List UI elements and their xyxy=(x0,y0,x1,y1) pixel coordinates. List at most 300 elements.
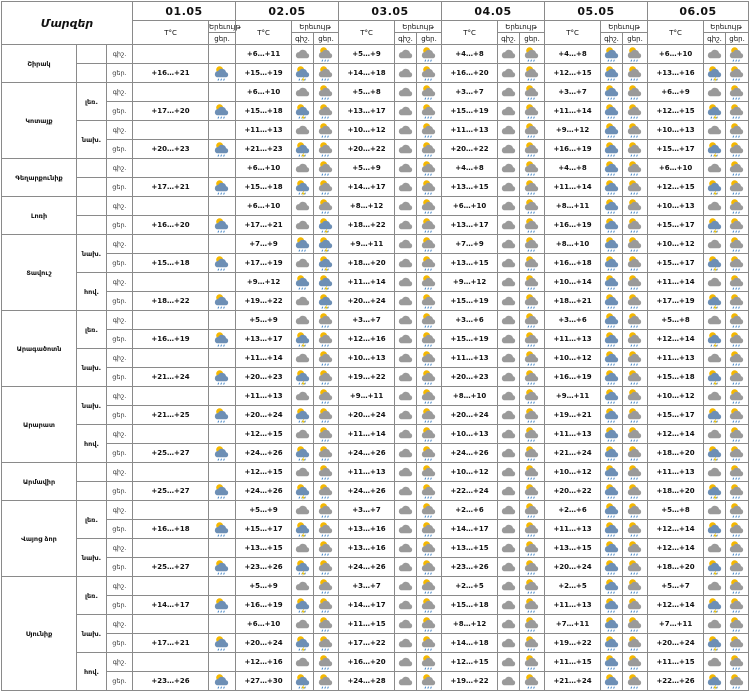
cloudy-icon xyxy=(395,444,417,463)
temp-range: +14…+17 xyxy=(339,178,395,197)
temp-range: +12…+14 xyxy=(648,539,704,558)
cloudy-icon xyxy=(395,463,417,482)
temp-range xyxy=(133,159,209,178)
temp-range: +25…+27 xyxy=(133,444,209,463)
storm-icon xyxy=(292,634,314,653)
temp-range xyxy=(133,387,209,406)
temp-range: +20…+24 xyxy=(442,406,498,425)
rain-icon xyxy=(623,330,648,349)
temp-range: +15…+18 xyxy=(648,368,704,387)
time-of-day: ցեր. xyxy=(107,178,133,197)
time-of-day: ցեր. xyxy=(107,254,133,273)
temp-range: +11…+13 xyxy=(545,596,601,615)
cloudy-icon xyxy=(395,520,417,539)
terrain-zone xyxy=(77,45,107,64)
temp-range: +20…+24 xyxy=(339,406,395,425)
temp-range: +5…+9 xyxy=(236,311,292,330)
temp-header: T°C xyxy=(442,21,498,45)
cloudy-icon xyxy=(704,83,726,102)
sunrain-icon xyxy=(601,273,623,292)
sunrain-icon xyxy=(601,615,623,634)
rain-icon xyxy=(623,634,648,653)
empty-icon xyxy=(209,501,236,520)
rain-icon xyxy=(726,520,749,539)
time-of-day: գիշ. xyxy=(107,159,133,178)
rain-icon xyxy=(314,501,339,520)
temp-range: +12…+16 xyxy=(339,330,395,349)
cloudy-icon xyxy=(395,102,417,121)
rain-icon xyxy=(314,463,339,482)
rain-icon xyxy=(417,653,442,672)
rain-icon xyxy=(623,615,648,634)
temp-range xyxy=(133,45,209,64)
rain-icon xyxy=(520,83,545,102)
temp-range: +18…+20 xyxy=(339,254,395,273)
temp-range: +6…+10 xyxy=(648,159,704,178)
temp-range: +3…+6 xyxy=(442,311,498,330)
forecast-row xyxy=(2,197,749,216)
storm-icon xyxy=(704,102,726,121)
temp-range: +24…+26 xyxy=(339,482,395,501)
rain-icon xyxy=(417,615,442,634)
temp-range: +16…+19 xyxy=(545,216,601,235)
temp-range: +11…+13 xyxy=(236,387,292,406)
date-header: 06.05 xyxy=(648,2,749,21)
rain-icon xyxy=(520,311,545,330)
rain-icon xyxy=(417,45,442,64)
temp-range: +14…+17 xyxy=(339,596,395,615)
rain-icon xyxy=(726,501,749,520)
time-of-day: գիշ. xyxy=(107,539,133,558)
cloudy-icon xyxy=(395,178,417,197)
storm-icon xyxy=(704,634,726,653)
rain-icon xyxy=(417,64,442,83)
forecast-row xyxy=(2,121,749,140)
temp-range: +15…+19 xyxy=(442,292,498,311)
forecast-row xyxy=(2,330,749,349)
temp-range: +24…+26 xyxy=(236,482,292,501)
storm-icon xyxy=(292,596,314,615)
forecast-body xyxy=(2,45,749,691)
cloudy-icon xyxy=(704,45,726,64)
rain-icon xyxy=(417,520,442,539)
rain-icon xyxy=(623,178,648,197)
region-name: Կոտայք xyxy=(2,83,77,159)
temp-range: +27…+30 xyxy=(236,672,292,691)
phenomenon-subheader: ցեր. xyxy=(314,33,339,45)
time-of-day: գիշ. xyxy=(107,349,133,368)
rain-icon xyxy=(314,653,339,672)
cloudy-icon xyxy=(292,387,314,406)
sunrain-icon xyxy=(209,672,236,691)
cloudy-icon xyxy=(395,273,417,292)
rain-icon xyxy=(520,121,545,140)
forecast-row xyxy=(2,539,749,558)
temp-range xyxy=(133,501,209,520)
sunrain-icon xyxy=(209,634,236,653)
cloudy-icon xyxy=(292,45,314,64)
temp-range: +20…+23 xyxy=(133,140,209,159)
temp-range: +5…+9 xyxy=(339,45,395,64)
temp-range xyxy=(133,577,209,596)
storm-icon xyxy=(292,330,314,349)
cloudy-icon xyxy=(498,102,520,121)
rain-icon xyxy=(623,197,648,216)
forecast-row xyxy=(2,216,749,235)
phenomenon-subheader: ցեր. xyxy=(623,33,648,45)
rain-icon xyxy=(623,444,648,463)
forecast-row xyxy=(2,425,749,444)
temp-range: +21…+23 xyxy=(236,140,292,159)
forecast-row xyxy=(2,349,749,368)
cloudy-icon xyxy=(498,235,520,254)
time-of-day: ցեր. xyxy=(107,216,133,235)
storm-icon xyxy=(292,64,314,83)
temp-range: +7…+9 xyxy=(236,235,292,254)
cloudy-icon xyxy=(498,653,520,672)
phenomenon-subheader: գիշ. xyxy=(704,33,726,45)
sunrain-icon xyxy=(209,558,236,577)
forecast-row xyxy=(2,83,749,102)
forecast-row xyxy=(2,577,749,596)
temp-range: +18…+22 xyxy=(339,216,395,235)
rain-icon xyxy=(520,539,545,558)
rain-icon xyxy=(417,349,442,368)
rain-icon xyxy=(417,539,442,558)
rain-icon xyxy=(417,216,442,235)
forecast-row xyxy=(2,387,749,406)
temp-range: +16…+19 xyxy=(545,368,601,387)
rain-icon xyxy=(520,102,545,121)
cloudy-icon xyxy=(395,539,417,558)
storm-icon xyxy=(704,64,726,83)
temp-range: +8…+10 xyxy=(545,235,601,254)
phenomenon-subheader: գիշ. xyxy=(292,33,314,45)
time-of-day: ցեր. xyxy=(107,140,133,159)
terrain-zone xyxy=(77,197,107,216)
rain-icon xyxy=(726,577,749,596)
cloudy-icon xyxy=(395,216,417,235)
cloudy-icon xyxy=(395,159,417,178)
temp-range: +10…+13 xyxy=(648,121,704,140)
rain-icon xyxy=(623,216,648,235)
temp-range: +5…+7 xyxy=(648,577,704,596)
rain-icon xyxy=(520,444,545,463)
rain-icon xyxy=(314,45,339,64)
storm-icon xyxy=(292,520,314,539)
time-of-day: գիշ. xyxy=(107,615,133,634)
rain-icon xyxy=(417,425,442,444)
rain-icon xyxy=(314,159,339,178)
temp-range: +17…+20 xyxy=(133,102,209,121)
rain-icon xyxy=(623,349,648,368)
cloudy-icon xyxy=(292,463,314,482)
region-name: Վայոց ձոր xyxy=(2,501,77,577)
temp-range: +18…+20 xyxy=(648,482,704,501)
rain-icon xyxy=(726,273,749,292)
temp-range: +4…+8 xyxy=(545,45,601,64)
temp-header: T°C xyxy=(339,21,395,45)
rain-icon xyxy=(417,121,442,140)
rain-icon xyxy=(314,121,339,140)
temp-range xyxy=(133,463,209,482)
temp-range: +20…+24 xyxy=(545,558,601,577)
temp-range: +24…+26 xyxy=(236,444,292,463)
rain-icon xyxy=(520,64,545,83)
phenomenon-subheader: ցեր. xyxy=(209,33,236,45)
rain-icon xyxy=(726,406,749,425)
rain-icon xyxy=(417,178,442,197)
temp-range: +2…+6 xyxy=(545,501,601,520)
temp-range: +25…+27 xyxy=(133,558,209,577)
rain-icon xyxy=(417,406,442,425)
rain-icon xyxy=(623,45,648,64)
rain-icon xyxy=(726,235,749,254)
region-name: Արագածոտն xyxy=(2,311,77,387)
rain-icon xyxy=(726,121,749,140)
temp-range: +3…+7 xyxy=(442,83,498,102)
rain-icon xyxy=(314,520,339,539)
rain-icon xyxy=(520,235,545,254)
temp-range: +11…+14 xyxy=(339,425,395,444)
rain-icon xyxy=(314,368,339,387)
cloudy-icon xyxy=(498,539,520,558)
temp-range xyxy=(133,235,209,254)
temp-range: +9…+12 xyxy=(442,273,498,292)
temp-range: +8…+11 xyxy=(545,197,601,216)
sunrain-icon xyxy=(209,444,236,463)
region-name: Տավուշ xyxy=(2,235,77,311)
phenomenon-header: Երեւույթ xyxy=(498,21,545,33)
temp-range: +2…+5 xyxy=(442,577,498,596)
temp-range: +16…+18 xyxy=(133,520,209,539)
rain-icon xyxy=(726,653,749,672)
terrain-zone: նախ. xyxy=(77,121,107,159)
temp-range: +21…+25 xyxy=(133,406,209,425)
rain-icon xyxy=(726,444,749,463)
temp-range: +13…+16 xyxy=(648,64,704,83)
empty-icon xyxy=(209,539,236,558)
storm-icon xyxy=(314,235,339,254)
temp-range: +18…+22 xyxy=(133,292,209,311)
cloudy-icon xyxy=(498,64,520,83)
terrain-zone: հով. xyxy=(77,273,107,311)
temp-range: +11…+14 xyxy=(545,102,601,121)
sunrain-icon xyxy=(601,330,623,349)
temp-range: +20…+22 xyxy=(442,140,498,159)
storm-icon xyxy=(704,254,726,273)
rain-icon xyxy=(314,482,339,501)
phenomenon-header: Երեւույթ xyxy=(395,21,442,33)
cloudy-icon xyxy=(292,311,314,330)
rain-icon xyxy=(623,463,648,482)
sunrain-icon xyxy=(209,406,236,425)
rain-icon xyxy=(520,368,545,387)
cloudy-icon xyxy=(395,83,417,102)
temp-range: +11…+13 xyxy=(545,425,601,444)
rain-icon xyxy=(314,349,339,368)
rain-icon xyxy=(520,482,545,501)
rain-icon xyxy=(417,634,442,653)
cloudy-icon xyxy=(704,311,726,330)
forecast-row xyxy=(2,634,749,653)
sunrain-icon xyxy=(601,634,623,653)
cloudy-icon xyxy=(292,159,314,178)
rain-icon xyxy=(520,501,545,520)
temp-range: +12…+15 xyxy=(236,463,292,482)
temp-range xyxy=(133,653,209,672)
sunrain-icon xyxy=(601,368,623,387)
temp-range: +12…+14 xyxy=(648,330,704,349)
empty-icon xyxy=(209,235,236,254)
cloudy-icon xyxy=(395,368,417,387)
temp-range: +9…+11 xyxy=(339,387,395,406)
cloudy-icon xyxy=(292,121,314,140)
rain-icon xyxy=(726,140,749,159)
temp-range: +12…+15 xyxy=(648,102,704,121)
rain-icon xyxy=(417,463,442,482)
temp-range: +15…+18 xyxy=(236,102,292,121)
forecast-row xyxy=(2,45,749,64)
sunrain-icon xyxy=(601,596,623,615)
empty-icon xyxy=(209,197,236,216)
sunrain-icon xyxy=(209,596,236,615)
temp-range: +20…+22 xyxy=(339,140,395,159)
rain-icon xyxy=(417,311,442,330)
sunrain-icon xyxy=(209,216,236,235)
time-of-day: գիշ. xyxy=(107,121,133,140)
rain-icon xyxy=(726,387,749,406)
cloudy-icon xyxy=(395,482,417,501)
temp-range: +20…+24 xyxy=(648,634,704,653)
rain-icon xyxy=(726,197,749,216)
temp-range: +11…+14 xyxy=(545,178,601,197)
sunrain-icon xyxy=(601,292,623,311)
rain-icon xyxy=(623,406,648,425)
time-of-day: գիշ. xyxy=(107,45,133,64)
sunrain-icon xyxy=(601,653,623,672)
storm-icon xyxy=(704,520,726,539)
cloudy-icon xyxy=(704,615,726,634)
phenomenon-subheader: գիշ. xyxy=(498,33,520,45)
temp-range: +25…+27 xyxy=(133,482,209,501)
cloudy-icon xyxy=(498,463,520,482)
rain-icon xyxy=(417,159,442,178)
temp-range: +4…+8 xyxy=(545,159,601,178)
terrain-zone xyxy=(77,159,107,178)
rain-icon xyxy=(520,387,545,406)
rain-icon xyxy=(623,311,648,330)
time-of-day: ցեր. xyxy=(107,672,133,691)
temp-header: T°C xyxy=(545,21,601,45)
cloudy-icon xyxy=(395,121,417,140)
storm-icon xyxy=(292,672,314,691)
rain-icon xyxy=(520,349,545,368)
rain-icon xyxy=(726,292,749,311)
sunrain-icon xyxy=(209,292,236,311)
temp-range: +7…+9 xyxy=(442,235,498,254)
temp-range xyxy=(133,539,209,558)
rain-icon xyxy=(417,596,442,615)
temp-range: +13…+15 xyxy=(442,178,498,197)
temp-range: +10…+12 xyxy=(545,463,601,482)
rain-icon xyxy=(623,558,648,577)
rain-icon xyxy=(417,387,442,406)
cloudy-icon xyxy=(498,406,520,425)
temp-range: +11…+13 xyxy=(442,121,498,140)
storm-icon xyxy=(704,216,726,235)
rain-icon xyxy=(417,330,442,349)
rain-icon xyxy=(623,368,648,387)
time-of-day: ցեր. xyxy=(107,368,133,387)
cloudy-icon xyxy=(395,653,417,672)
cloudy-icon xyxy=(498,634,520,653)
time-of-day: ցեր. xyxy=(107,596,133,615)
rain-icon xyxy=(417,140,442,159)
sunrain-icon xyxy=(601,45,623,64)
temp-range: +16…+20 xyxy=(133,216,209,235)
temp-range: +13…+17 xyxy=(442,216,498,235)
rain-icon xyxy=(417,254,442,273)
sunrain-icon xyxy=(209,178,236,197)
temp-range: +15…+17 xyxy=(648,406,704,425)
rain-icon xyxy=(520,406,545,425)
rain-icon xyxy=(726,558,749,577)
cloudy-icon xyxy=(704,121,726,140)
temp-range: +16…+20 xyxy=(339,653,395,672)
rain-icon xyxy=(520,330,545,349)
cloudy-icon xyxy=(395,254,417,273)
temp-range: +6…+9 xyxy=(648,83,704,102)
rain-icon xyxy=(417,501,442,520)
terrain-zone: լեռ. xyxy=(77,577,107,615)
time-of-day: ցեր. xyxy=(107,634,133,653)
phenomenon-subheader: ցեր. xyxy=(726,33,749,45)
temp-range: +15…+18 xyxy=(236,178,292,197)
storm-icon xyxy=(292,482,314,501)
forecast-row xyxy=(2,463,749,482)
temp-range: +10…+12 xyxy=(339,121,395,140)
rain-icon xyxy=(314,615,339,634)
terrain-zone: նախ. xyxy=(77,349,107,387)
cloudy-icon xyxy=(704,235,726,254)
temp-range: +19…+22 xyxy=(442,672,498,691)
temp-range: +21…+24 xyxy=(545,672,601,691)
temp-range: +12…+15 xyxy=(442,653,498,672)
phenomenon-header: Երեւույթ xyxy=(292,21,339,33)
rain-icon xyxy=(314,64,339,83)
time-of-day: ցեր. xyxy=(107,102,133,121)
temp-range: +10…+12 xyxy=(648,387,704,406)
rain-icon xyxy=(726,615,749,634)
cloudy-icon xyxy=(395,197,417,216)
rain-icon xyxy=(520,159,545,178)
temp-range xyxy=(133,349,209,368)
rain-icon xyxy=(726,311,749,330)
terrain-zone xyxy=(77,216,107,235)
temp-range: +13…+15 xyxy=(442,254,498,273)
region-name: Լոռի xyxy=(2,197,77,235)
rain-icon xyxy=(520,178,545,197)
cloudy-icon xyxy=(395,634,417,653)
sunrain-icon xyxy=(209,140,236,159)
forecast-row xyxy=(2,596,749,615)
storm-icon xyxy=(292,406,314,425)
cloudy-icon xyxy=(395,45,417,64)
temp-range: +6…+10 xyxy=(236,197,292,216)
sunrain-icon xyxy=(292,273,314,292)
rain-icon xyxy=(520,653,545,672)
